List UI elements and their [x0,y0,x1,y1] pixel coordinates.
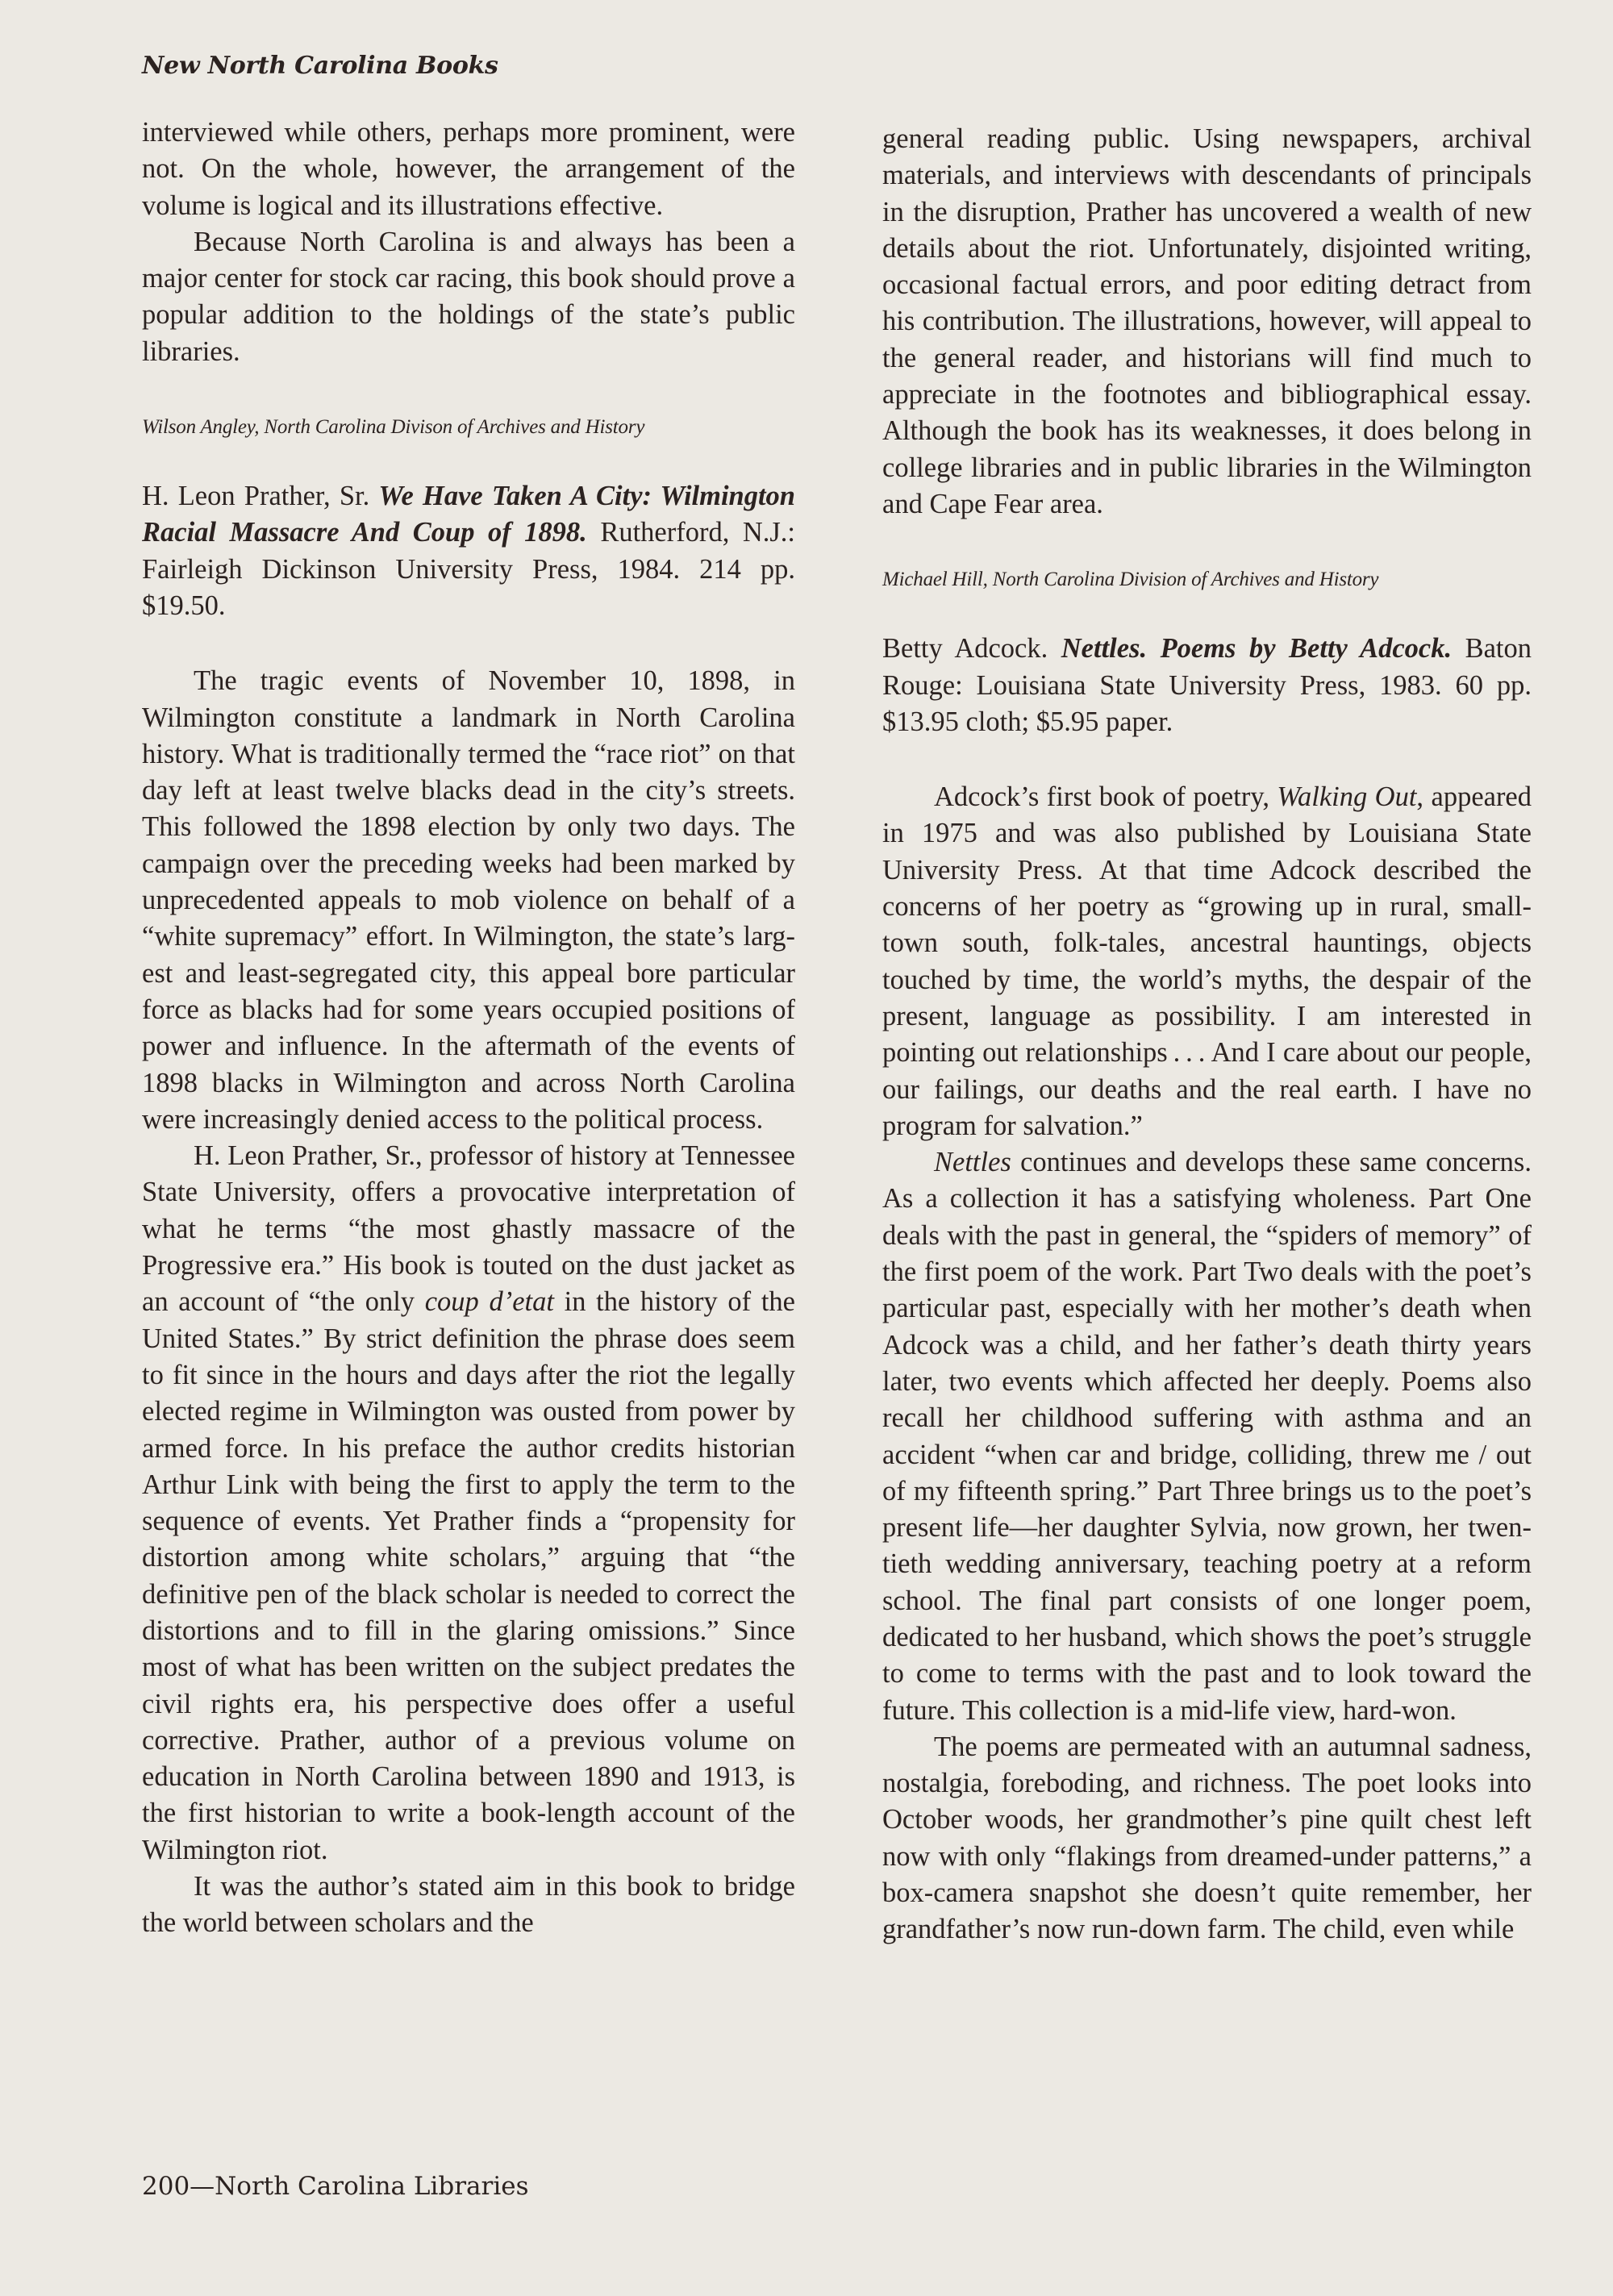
paragraph: It was the author’s stated aim in this book to bridge the world between scholars and the [142,1871,795,1939]
book-citation [142,478,795,624]
italic-title: Walking Out [1277,781,1417,813]
text-run: , appeared in 1975 and was also published by Louisiana State University Press. At that time Adcock described the concerns of her poetry as “growing up in rural, small-town south, folk-tales, ancestral hauntings, objects touched by time, the world’s myths, the despair of the present, language as possibility. I am interested in pointing out relationships . . . And I care about our people, our failings, our deaths and the real earth. I have no program for salvation.” [882,781,1532,1141]
paragraph [882,1144,1532,1729]
paragraph: The poems are permeated with an autumnal sadness, nostalgia, foreboding, and richness. The poet looks into October woods, her grandmother’s pine quilt chest left now with only “flakings from dreamed-under patterns,” a box-camera snapshot she doesn’t quite remember, her grandfather’s now run-down farm. The child, even while [882,1731,1532,1945]
text-run: Adcock’s first book of poetry, [934,781,1277,813]
book-author: Betty Adcock. [882,633,1048,665]
running-header: New North Carolina Books [142,52,498,80]
italic-title: Nettles [934,1147,1011,1178]
left-column [142,115,795,1942]
paragraph [882,779,1532,1144]
book-publication: Baton Rouge: Louisiana State University Press, 1983. 60 pp. $13.95 cloth; $5.95 paper. [882,633,1532,737]
book-citation [882,631,1532,740]
text-run: continues and develops these same concerns. As a collection it has a satisfying wholeness. Part One deals with the past in general, the “spiders of memory” of the first poem of the work. Part Two deals with the poet’s particular past, especially with her mother’s death when Adcock was a child, and her father’s death thirty years later, two events which affected her deeply. Poems also recall her childhood suffering with asthma and an accident “when car and bridge, colliding, threw me / out of my fifteenth spring.” Part Three brings us to the poet’s present life—her daughter Sylvia, now grown, her twentieth wedding anniversary, teaching poetry at a reform school. The final part consists of one longer poem, dedicated to her husband, which shows the poet’s struggle to come to terms with the past and to look toward the future. This collection is a mid-life view, hard-won. [882,1147,1532,1726]
paragraph: general reading public. Using newspapers, archival materials, and interviews with descendants of principals in the disruption, Prather has uncovered a wealth of new details about the riot. Unfortunately, disjointed writing, occasional factual errors, and poor editing detract from his contribution. The illustrations, however, will appeal to the general reader, and historians will find much to appreciate in the footnotes and bibliographical essay. Although the book has its weaknesses, it does belong in college libraries and in public libraries in the Wilmington and Cape Fear area. [882,123,1532,519]
book-title: Nettles. Poems by Betty Adcock. [1061,633,1453,665]
paragraph [142,1138,795,1869]
text-run: H. Leon Prather, Sr., professor of history at Tennessee State University, offers a provocative interpretation of what he terms “the most ghastly massacre of the Progressive era.” His book is touted on the dust jacket as an account of “the only [142,1140,795,1318]
book-author: H. Leon Prather, Sr. [142,481,370,512]
reviewer-attribution: Michael Hill, North Carolina Division of Archives and History [882,569,1379,591]
book-publication: Rutherford, N.J.: Fairleigh Dickinson University Press, 1984. 214 pp. $19.50. [142,517,795,621]
italic-term: coup d’etat [424,1286,554,1318]
right-column [882,121,1532,1948]
paragraph: The tragic events of November 10, 1898, in Wilmington constitute a landmark in North Carolina history. What is traditionally termed the “race riot” on that day left at least twelve blacks dead in the city’s streets. This followed the 1898 election by only two days. The campaign over the preceding weeks had been marked by unprecedented appeals to mob violence on behalf of a “white supremacy” effort. In Wilmington, the state’s largest and least-segregated city, this appeal bore particular force as blacks had for some years occupied positions of power and influence. In the aftermath of the events of 1898 blacks in Wilmington and across North Carolina were increasingly denied access to the political process. [142,665,795,1135]
page-footer: 200—North Carolina Libraries [142,2172,529,2201]
reviewer-attribution: Wilson Angley, North Carolina Divison of Archives and History [142,416,645,439]
text-run: in the history of the United States.” By strict definition the phrase does seem to fit since in the hours and days after the riot the legally elected regime in Wilmington was ousted from power by armed force. In his preface the author credits historian Arthur Link with being the first to apply the term to the sequence of events. Yet Prather finds a “propensity for distortion among white scholars,” arguing that “the definitive pen of the black scholar is needed to correct the distortions and to fill in the glaring omissions.” Since most of what has been written on the subject predates the civil rights era, his perspective does offer a useful corrective. Prather, author of a previous volume on education in North Carolina between 1890 and 1913, is the first historian to write a book-length account of the Wilmington riot. [142,1286,795,1865]
paragraph: Because North Carolina is and always has been a major center for stock car racing, this book should prove a popular addition to the holdings of the state’s public libraries. [142,226,795,367]
book-title: We Have Taken A City: Wilmington Racial Massacre And Coup of 1898. [142,481,795,548]
paragraph: interviewed while others, perhaps more prominent, were not. On the whole, however, the arrangement of the volume is logical and its illustrations effective. [142,117,795,221]
